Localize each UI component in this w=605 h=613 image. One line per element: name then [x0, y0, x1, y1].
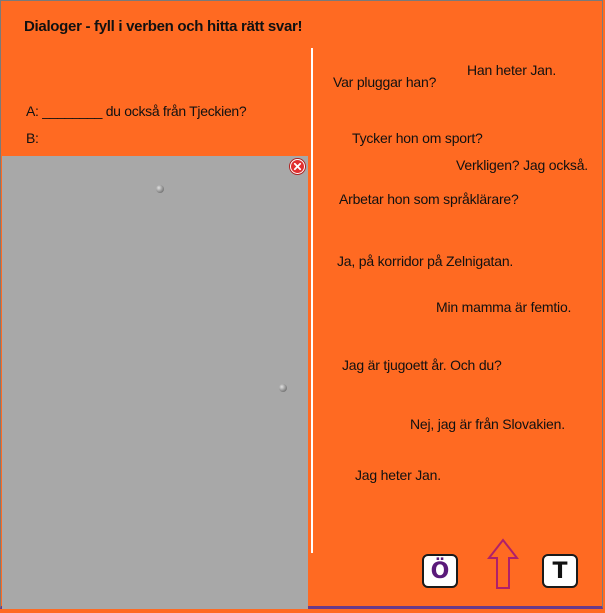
- dialog-line-a: A: ________ du också från Tjeckien?: [26, 103, 247, 119]
- page-title: Dialoger - fyll i verben och hitta rätt svar!: [24, 18, 303, 35]
- close-icon: [293, 162, 302, 171]
- answer-option[interactable]: Tycker hon om sport?: [352, 130, 483, 146]
- t-button[interactable]: T: [542, 554, 578, 588]
- answer-option[interactable]: Nej, jag är från Slovakien.: [410, 416, 565, 432]
- answer-option[interactable]: Jag heter Jan.: [355, 467, 441, 483]
- drag-dot[interactable]: [156, 185, 164, 193]
- up-arrow-icon[interactable]: [487, 538, 519, 590]
- answer-option[interactable]: Arbetar hon som språklärare?: [339, 191, 519, 207]
- answer-option[interactable]: Jag är tjugoett år. Och du?: [342, 357, 502, 373]
- answer-option[interactable]: Verkligen? Jag också.: [456, 157, 588, 173]
- dialog-line-b: B:: [26, 130, 39, 146]
- answer-option[interactable]: Min mamma är femtio.: [436, 299, 572, 315]
- divider: [311, 48, 313, 553]
- answer-option[interactable]: Han heter Jan.: [467, 62, 557, 78]
- drop-area[interactable]: [2, 156, 308, 609]
- o-button[interactable]: Ö: [422, 554, 458, 588]
- close-button[interactable]: [290, 159, 305, 174]
- answer-option[interactable]: Var pluggar han?: [333, 74, 437, 90]
- answer-option[interactable]: Ja, på korridor på Zelnigatan.: [337, 253, 514, 269]
- drag-dot[interactable]: [279, 384, 287, 392]
